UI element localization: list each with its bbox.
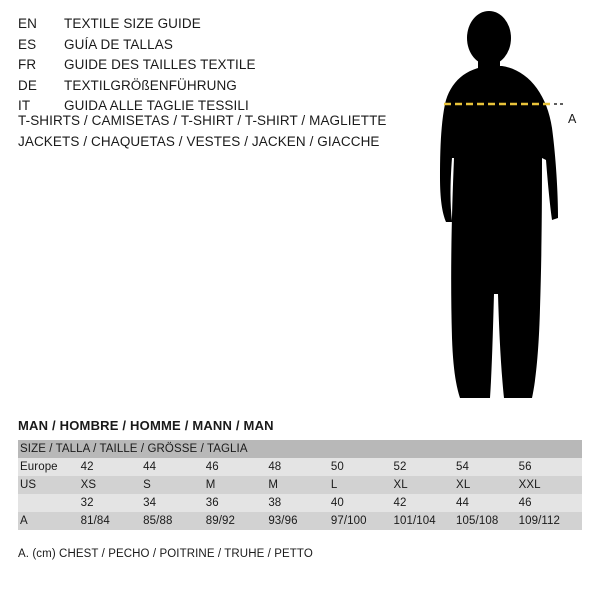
cell-europe-5: 52 [393, 458, 456, 476]
cell-us-2: M [206, 476, 269, 494]
language-code-fr: FR [18, 57, 37, 72]
cell-numeric-3: 38 [268, 494, 331, 512]
cell-numeric-7: 46 [519, 494, 582, 512]
cell-europe-4: 50 [331, 458, 394, 476]
row-label-us: US [18, 476, 81, 494]
cell-europe-3: 48 [268, 458, 331, 476]
language-row-es [18, 35, 398, 56]
row-label-europe: Europe [18, 458, 81, 476]
cell-a-5: 101/104 [393, 512, 456, 530]
category-jackets: JACKETS / CHAQUETAS / VESTES / JACKEN / GIACCHE [18, 134, 380, 149]
cell-us-4: L [331, 476, 394, 494]
row-label-a: A [18, 512, 81, 530]
chest-marker-label: A [568, 112, 577, 126]
cell-us-0: XS [81, 476, 144, 494]
language-text-fr: GUIDE DES TAILLES TEXTILE [64, 57, 256, 72]
row-label-numeric [18, 494, 81, 512]
table-title-man: MAN / HOMBRE / HOMME / MANN / MAN [18, 418, 274, 433]
garment-category-block [18, 110, 418, 152]
cell-numeric-6: 44 [456, 494, 519, 512]
table-header-label: SIZE / TALLA / TAILLE / GRÖSSE / TAGLIA [18, 440, 582, 458]
language-text-it: GUIDA ALLE TAGLIE TESSILI [64, 98, 249, 113]
cell-us-7: XXL [519, 476, 582, 494]
language-header-block [18, 14, 398, 117]
cell-us-5: XL [393, 476, 456, 494]
table-row [18, 476, 582, 494]
cell-a-0: 81/84 [81, 512, 144, 530]
cell-numeric-2: 36 [206, 494, 269, 512]
cell-a-7: 109/112 [519, 512, 582, 530]
language-text-de: TEXTILGRÖßENFÜHRUNG [64, 77, 237, 93]
language-text-en: TEXTILE SIZE GUIDE [64, 16, 201, 31]
cell-us-6: XL [456, 476, 519, 494]
cell-europe-7: 56 [519, 458, 582, 476]
silhouette-icon [400, 8, 600, 408]
category-tshirts: T-SHIRTS / CAMISETAS / T-SHIRT / T-SHIRT / MAGLIETTE [18, 113, 387, 128]
cell-us-3: M [268, 476, 331, 494]
language-row-fr [18, 55, 398, 76]
language-text-es: GUÍA DE TALLAS [64, 36, 173, 52]
language-code-it: IT [18, 98, 31, 113]
cell-numeric-1: 34 [143, 494, 206, 512]
cell-a-1: 85/88 [143, 512, 206, 530]
table-header-row [18, 440, 582, 458]
language-row-de [18, 76, 398, 97]
table-row [18, 458, 582, 476]
cell-europe-2: 46 [206, 458, 269, 476]
language-row-en [18, 14, 398, 35]
table-row [18, 512, 582, 530]
cell-a-2: 89/92 [206, 512, 269, 530]
male-silhouette-figure [400, 8, 600, 408]
language-code-en: EN [18, 16, 37, 31]
cell-numeric-0: 32 [81, 494, 144, 512]
cell-numeric-5: 42 [393, 494, 456, 512]
cell-europe-6: 54 [456, 458, 519, 476]
table-row [18, 494, 582, 512]
cell-a-3: 93/96 [268, 512, 331, 530]
cell-a-6: 105/108 [456, 512, 519, 530]
cell-numeric-4: 40 [331, 494, 394, 512]
cell-a-4: 97/100 [331, 512, 394, 530]
size-table [18, 440, 582, 530]
cell-europe-0: 42 [81, 458, 144, 476]
language-code-de: DE [18, 77, 37, 93]
cell-europe-1: 44 [143, 458, 206, 476]
cell-us-1: S [143, 476, 206, 494]
language-code-es: ES [18, 36, 37, 52]
chest-measurement-footnote: A. (cm) CHEST / PECHO / POITRINE / TRUHE / PETTO [18, 548, 313, 560]
